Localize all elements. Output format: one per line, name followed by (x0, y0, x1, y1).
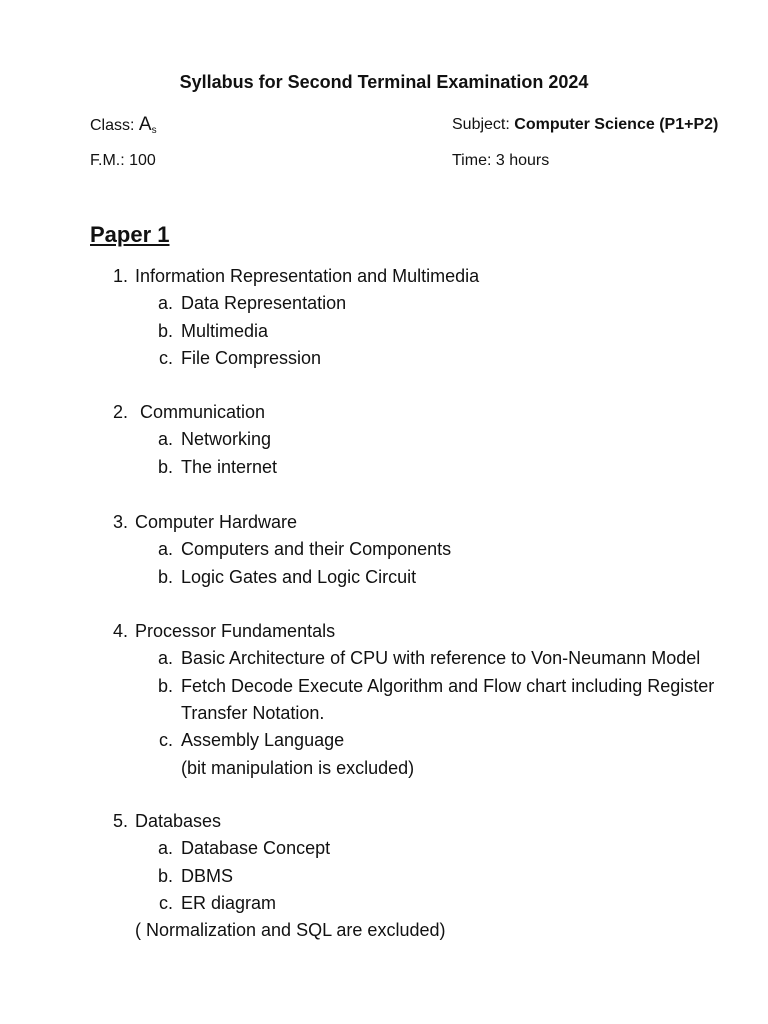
topic-item: Computers and their Components (181, 539, 452, 560)
section-title: Computer Hardware (135, 512, 298, 532)
subject-value: Computer Science (P1+P2) (514, 116, 719, 133)
section-title: Databases (135, 811, 222, 831)
item-letter: b. (157, 320, 173, 341)
item-letter: b. (157, 865, 173, 886)
topic-item: Fetch Decode Execute Algorithm and Flow chart including Register (181, 675, 715, 696)
topic-item: Assembly Language (181, 730, 345, 751)
topic-item: ER diagram (181, 892, 277, 913)
class-subscript: s (151, 125, 157, 136)
paper-heading: Paper 1 (90, 222, 170, 247)
topic-item: Data Representation (181, 293, 347, 314)
subject-field (452, 116, 718, 134)
document-title: Syllabus for Second Terminal Examination 2024 (179, 72, 589, 92)
topic-item-continuation: (bit manipulation is excluded) (181, 757, 415, 778)
topic-item: File Compression (181, 347, 322, 368)
class-field (90, 114, 157, 136)
class-value: A (138, 114, 152, 135)
item-letter: c. (158, 347, 173, 368)
item-letter: c. (158, 730, 173, 751)
item-letter: a. (157, 539, 173, 560)
subject-label: Subject: (452, 116, 510, 133)
section-number: 3. (112, 512, 128, 532)
topic-item: Database Concept (181, 838, 331, 859)
section-number: 5. (112, 811, 128, 831)
section-note: ( Normalization and SQL are excluded) (135, 920, 446, 941)
topic-item: Multimedia (181, 320, 269, 341)
topic-item: Networking (181, 429, 272, 450)
class-label: Class: (90, 117, 135, 134)
topic-item-continuation: Transfer Notation. (181, 702, 325, 723)
full-marks: F.M.: 100 (90, 152, 156, 169)
topic-item: Logic Gates and Logic Circuit (181, 566, 417, 587)
item-letter: b. (157, 675, 173, 696)
item-letter: a. (157, 838, 173, 859)
topic-item: The internet (181, 456, 278, 477)
section-number: 1. (112, 266, 128, 286)
section-number: 2. (112, 402, 128, 422)
exam-time: Time: 3 hours (452, 152, 550, 169)
section-title: Processor Fundamentals (135, 621, 336, 641)
section-title: Communication (140, 402, 266, 422)
item-letter: c. (158, 892, 173, 913)
section-number: 4. (112, 621, 128, 641)
item-letter: b. (157, 456, 173, 477)
item-letter: a. (157, 429, 173, 450)
topic-item: Basic Architecture of CPU with reference to Von-Neumann Model (181, 648, 701, 669)
topic-item: DBMS (181, 865, 234, 886)
item-letter: a. (157, 648, 173, 669)
item-letter: a. (157, 293, 173, 314)
item-letter: b. (157, 566, 173, 587)
section-title: Information Representation and Multimedia (135, 266, 480, 286)
